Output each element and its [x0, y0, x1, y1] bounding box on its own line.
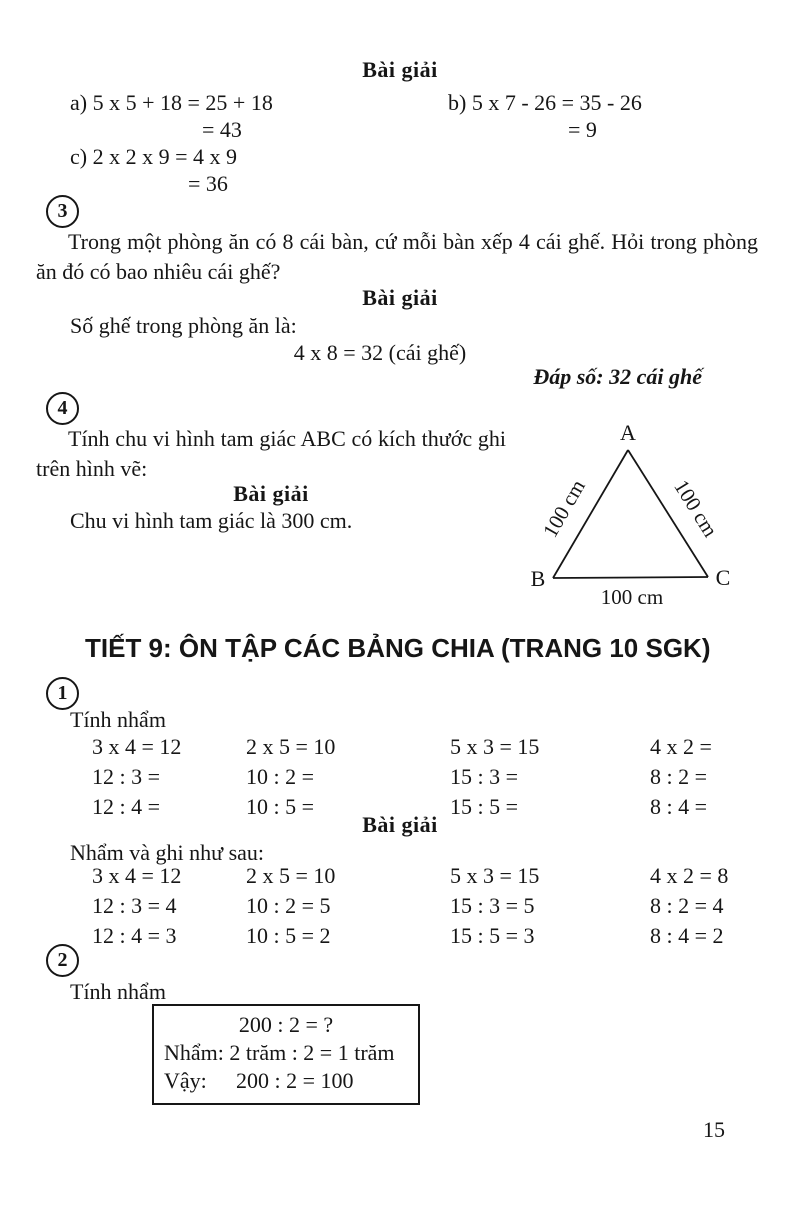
grid-cell: 5 x 3 = 15 [450, 863, 540, 888]
problem1-solution-grid-row [0, 923, 800, 951]
grid-cell: 3 x 4 = 12 [92, 863, 182, 888]
grid-cell: 4 x 2 = 8 [650, 863, 729, 888]
example-mental-step: Nhẩm: 2 trăm : 2 = 1 trăm [164, 1040, 395, 1065]
problem4-solution-title: Bài giải [233, 481, 309, 506]
triangle-side-ab-length: 100 cm [537, 475, 590, 542]
grid-cell: 8 : 2 = 4 [650, 893, 724, 918]
grid-cell: 10 : 2 = [246, 764, 315, 789]
grid-cell: 15 : 3 = [450, 764, 519, 789]
problem2-example-box [152, 1004, 420, 1105]
grid-cell: 12 : 4 = [92, 794, 161, 819]
triangle-vertex-b-label: B [530, 566, 546, 591]
problem1-solution-grid-row [0, 863, 800, 891]
problem3-answer: Đáp số: 32 cái ghế [533, 364, 702, 389]
problem4-solution: Chu vi hình tam giác là 300 cm. [70, 508, 353, 533]
grid-cell: 4 x 2 = [650, 734, 712, 759]
triangle-side-bc [553, 577, 708, 578]
page-number: 15 [703, 1117, 725, 1142]
equation-b-line1: b) 5 x 7 - 26 = 35 - 26 [448, 90, 642, 115]
triangle-figure [520, 420, 755, 610]
problem4-number-badge: 4 [46, 392, 79, 425]
grid-cell: 2 x 5 = 10 [246, 734, 336, 759]
grid-cell: 8 : 4 = [650, 794, 708, 819]
equation-a-line2: = 43 [202, 117, 242, 142]
grid-cell: 12 : 4 = 3 [92, 923, 177, 948]
problem4-text: Tính chu vi hình tam giác ABC có kích thước ghi trên hình vẽ: [36, 426, 506, 481]
grid-cell: 8 : 4 = 2 [650, 923, 724, 948]
problem1-solution-title: Bài giải [362, 812, 438, 837]
grid-cell: 15 : 5 = 3 [450, 923, 535, 948]
equation-a-line1: a) 5 x 5 + 18 = 25 + 18 [70, 90, 273, 115]
solution-title-top: Bài giải [362, 57, 438, 82]
problem2-number-badge: 2 [46, 944, 79, 977]
problem1-number-badge: 1 [46, 677, 79, 710]
problem1-solution-label: Nhẩm và ghi như sau: [70, 840, 265, 865]
triangle-vertex-a-label: A [620, 420, 636, 445]
example-conclusion [164, 1067, 408, 1095]
grid-cell: 5 x 3 = 15 [450, 734, 540, 759]
problem1-label: Tính nhẩm [70, 707, 166, 732]
equation-c-line1: c) 2 x 2 x 9 = 4 x 9 [70, 144, 237, 169]
grid-cell: 15 : 5 = [450, 794, 519, 819]
problem3-equation: 4 x 8 = 32 (cái ghế) [293, 340, 467, 365]
problem1-solution-grid-row [0, 893, 800, 921]
problem3-solution-title: Bài giải [362, 285, 438, 310]
equation-b-line2: = 9 [568, 117, 597, 142]
grid-cell: 8 : 2 = [650, 764, 708, 789]
lesson-heading: TIẾT 9: ÔN TẬP CÁC BẢNG CHIA (TRANG 10 SGK) [85, 633, 711, 663]
problem1-grid-row [0, 734, 800, 762]
grid-cell: 12 : 3 = 4 [92, 893, 177, 918]
problem1-grid-row [0, 764, 800, 792]
problem3-solution-label: Số ghế trong phòng ăn là: [70, 313, 297, 338]
problem3-number-badge: 3 [46, 195, 79, 228]
triangle-side-bc-length: 100 cm [600, 585, 664, 609]
equation-c-line2: = 36 [188, 171, 228, 196]
example-conclusion-label: Vậy: [164, 1068, 207, 1093]
grid-cell: 2 x 5 = 10 [246, 863, 336, 888]
example-conclusion-equation: 200 : 2 = 100 [236, 1068, 354, 1093]
problem2-label: Tính nhẩm [70, 979, 166, 1004]
grid-cell: 15 : 3 = 5 [450, 893, 535, 918]
grid-cell: 3 x 4 = 12 [92, 734, 182, 759]
triangle-side-ac-length: 100 cm [669, 475, 723, 542]
grid-cell: 10 : 5 = 2 [246, 923, 331, 948]
grid-cell: 12 : 3 = [92, 764, 161, 789]
example-question: 200 : 2 = ? [238, 1012, 334, 1037]
grid-cell: 10 : 5 = [246, 794, 315, 819]
grid-cell: 10 : 2 = 5 [246, 893, 331, 918]
triangle-vertex-c-label: C [715, 565, 731, 590]
problem3-text: Trong một phòng ăn có 8 cái bàn, cứ mỗi bàn xếp 4 cái ghế. Hỏi trong phòng ăn đó có bao nhiêu cái ghế? [36, 229, 758, 284]
